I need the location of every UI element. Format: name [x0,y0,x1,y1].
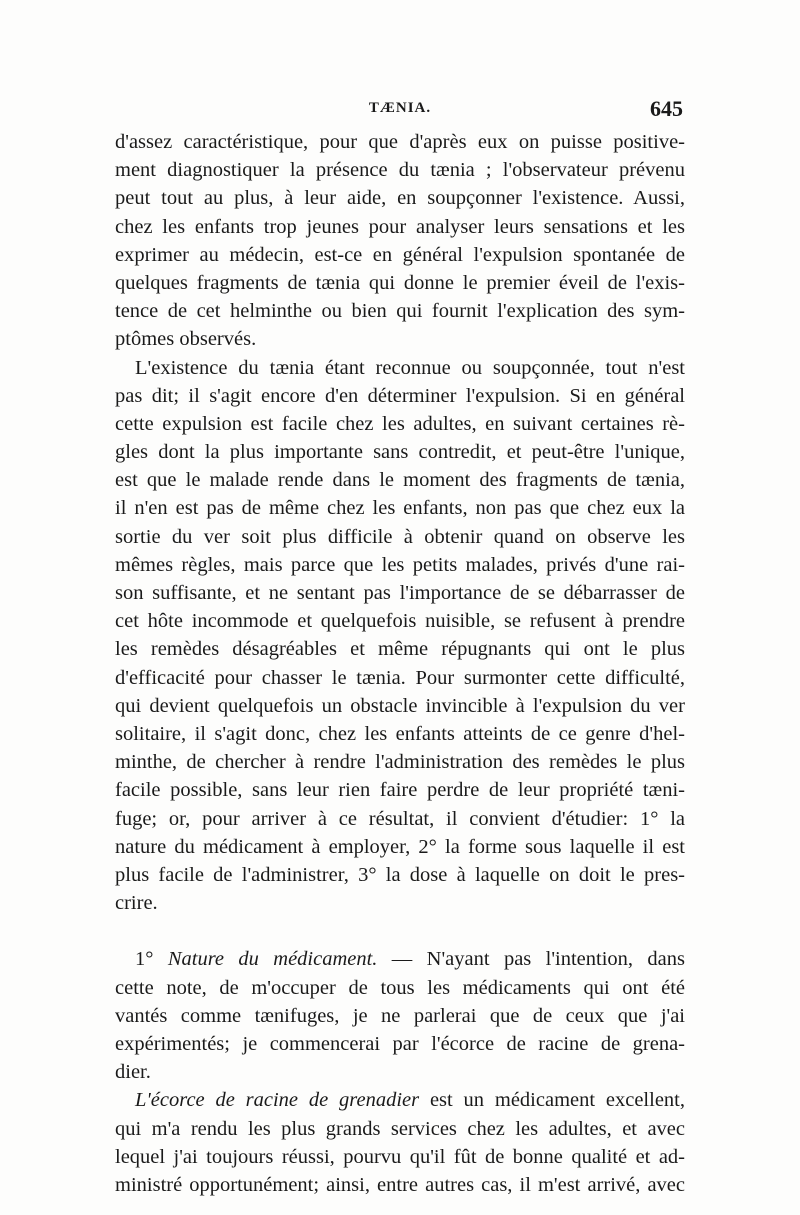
text-line: qui m'a rendu les plus grands services chez les adultes, et avec [115,1117,685,1140]
text-line: peut tout au plus, à leur aide, en soupçonner l'existence. Aussi, [115,187,685,210]
body-text [115,128,685,1199]
text-line: chez les enfants trop jeunes pour analyser leurs sensations et les [115,215,685,238]
text-line: gles dont la plus importante sans contredit, et peut-être l'unique, [115,441,685,464]
running-title: TÆNIA. [368,100,432,116]
text-line: plus facile de l'administrer, 3° la dose à laquelle on doit le pres- [115,863,685,886]
text-line: cette expulsion est facile chez les adultes, en suivant certaines rè- [115,412,685,435]
text-line: solitaire, il s'agit donc, chez les enfants atteints de ce genre d'hel- [115,722,685,745]
text-line: cet hôte incommode et quelquefois nuisible, se refusent à prendre [115,610,685,633]
text-line: fuge; or, pour arriver à ce résultat, il convient d'étudier: 1° la [115,807,685,830]
text-line: quelques fragments de tænia qui donne le premier éveil de l'exis- [115,271,685,294]
text-line: expérimentés; je commencerai par l'écorce de racine de grena- [115,1033,685,1055]
paragraph-gap [115,917,685,945]
text-line: vantés comme tænifuges, je ne parlerai que de ceux que j'ai [115,1004,685,1027]
text-line: qui devient quelquefois un obstacle invincible à l'expulsion du ver [115,694,685,717]
paragraph [115,128,685,354]
text-line: ment diagnostiquer la présence du tænia ; l'observateur prévenu [115,159,685,182]
text-line: mêmes règles, mais parce que les petits malades, privés d'une rai- [115,553,685,576]
text-line: lequel j'ai toujours réussi, pourvu qu'il fût de bonne qualité et ad- [115,1145,685,1168]
text-line: exprimer au médecin, est-ce en général l'expulsion spontanée de [115,243,685,266]
paragraph [115,945,685,1086]
text-line: son suffisante, et ne sentant pas l'importance de se débarrasser de [115,582,685,604]
text-line [115,1086,685,1114]
text-line: nature du médicament à employer, 2° la forme sous laquelle il est [115,835,685,858]
text-line: il n'en est pas de même chez les enfants, non pas que chez eux la [115,497,685,520]
text-run: est un médicament excellent, [419,1089,685,1112]
text-line: sortie du ver soit plus difficile à obtenir quand on observe les [115,525,685,548]
emphasized-term: L'écorce de racine de grenadier [135,1089,420,1112]
text-line [115,945,685,973]
section-number: 1° [135,948,168,971]
section-heading: Nature du médicament. [167,948,378,971]
text-line: pas dit; il s'agit encore d'en déterminer l'expulsion. Si en général [115,384,685,407]
text-line: ministré opportunément; ainsi, entre autres cas, il m'est arrivé, avec [115,1173,685,1196]
text-line: dier. [115,1061,151,1084]
text-line: ptômes observés. [115,328,257,351]
text-line: L'existence du tænia étant reconnue ou soupçonnée, tout n'est [135,356,685,379]
page-number: 645 [650,96,683,121]
text-line: d'efficacité pour chasser le tænia. Pour surmonter cette difficulté, [115,666,685,689]
paragraph [115,1086,685,1199]
text-line: facile possible, sans leur rien faire perdre de leur propriété tæni- [115,779,685,802]
text-line: d'assez caractéristique, pour que d'après eux on puisse positive- [115,131,685,153]
text-line: cette note, de m'occuper de tous les médicaments qui ont été [115,976,685,999]
text-line: est que le malade rende dans le moment des fragments de tænia, [115,469,685,492]
page-header [115,96,685,126]
text-line: tence de cet helminthe ou bien qui fournit l'explication des sym- [115,300,685,323]
text-line: crire. [115,892,158,915]
text-line: les remèdes désagréables et même répugnants qui ont le plus [115,638,685,661]
paragraph [115,354,685,918]
text-line: minthe, de chercher à rendre l'administration des remèdes le plus [115,751,685,774]
text-run: — N'ayant pas l'intention, dans [377,948,685,971]
